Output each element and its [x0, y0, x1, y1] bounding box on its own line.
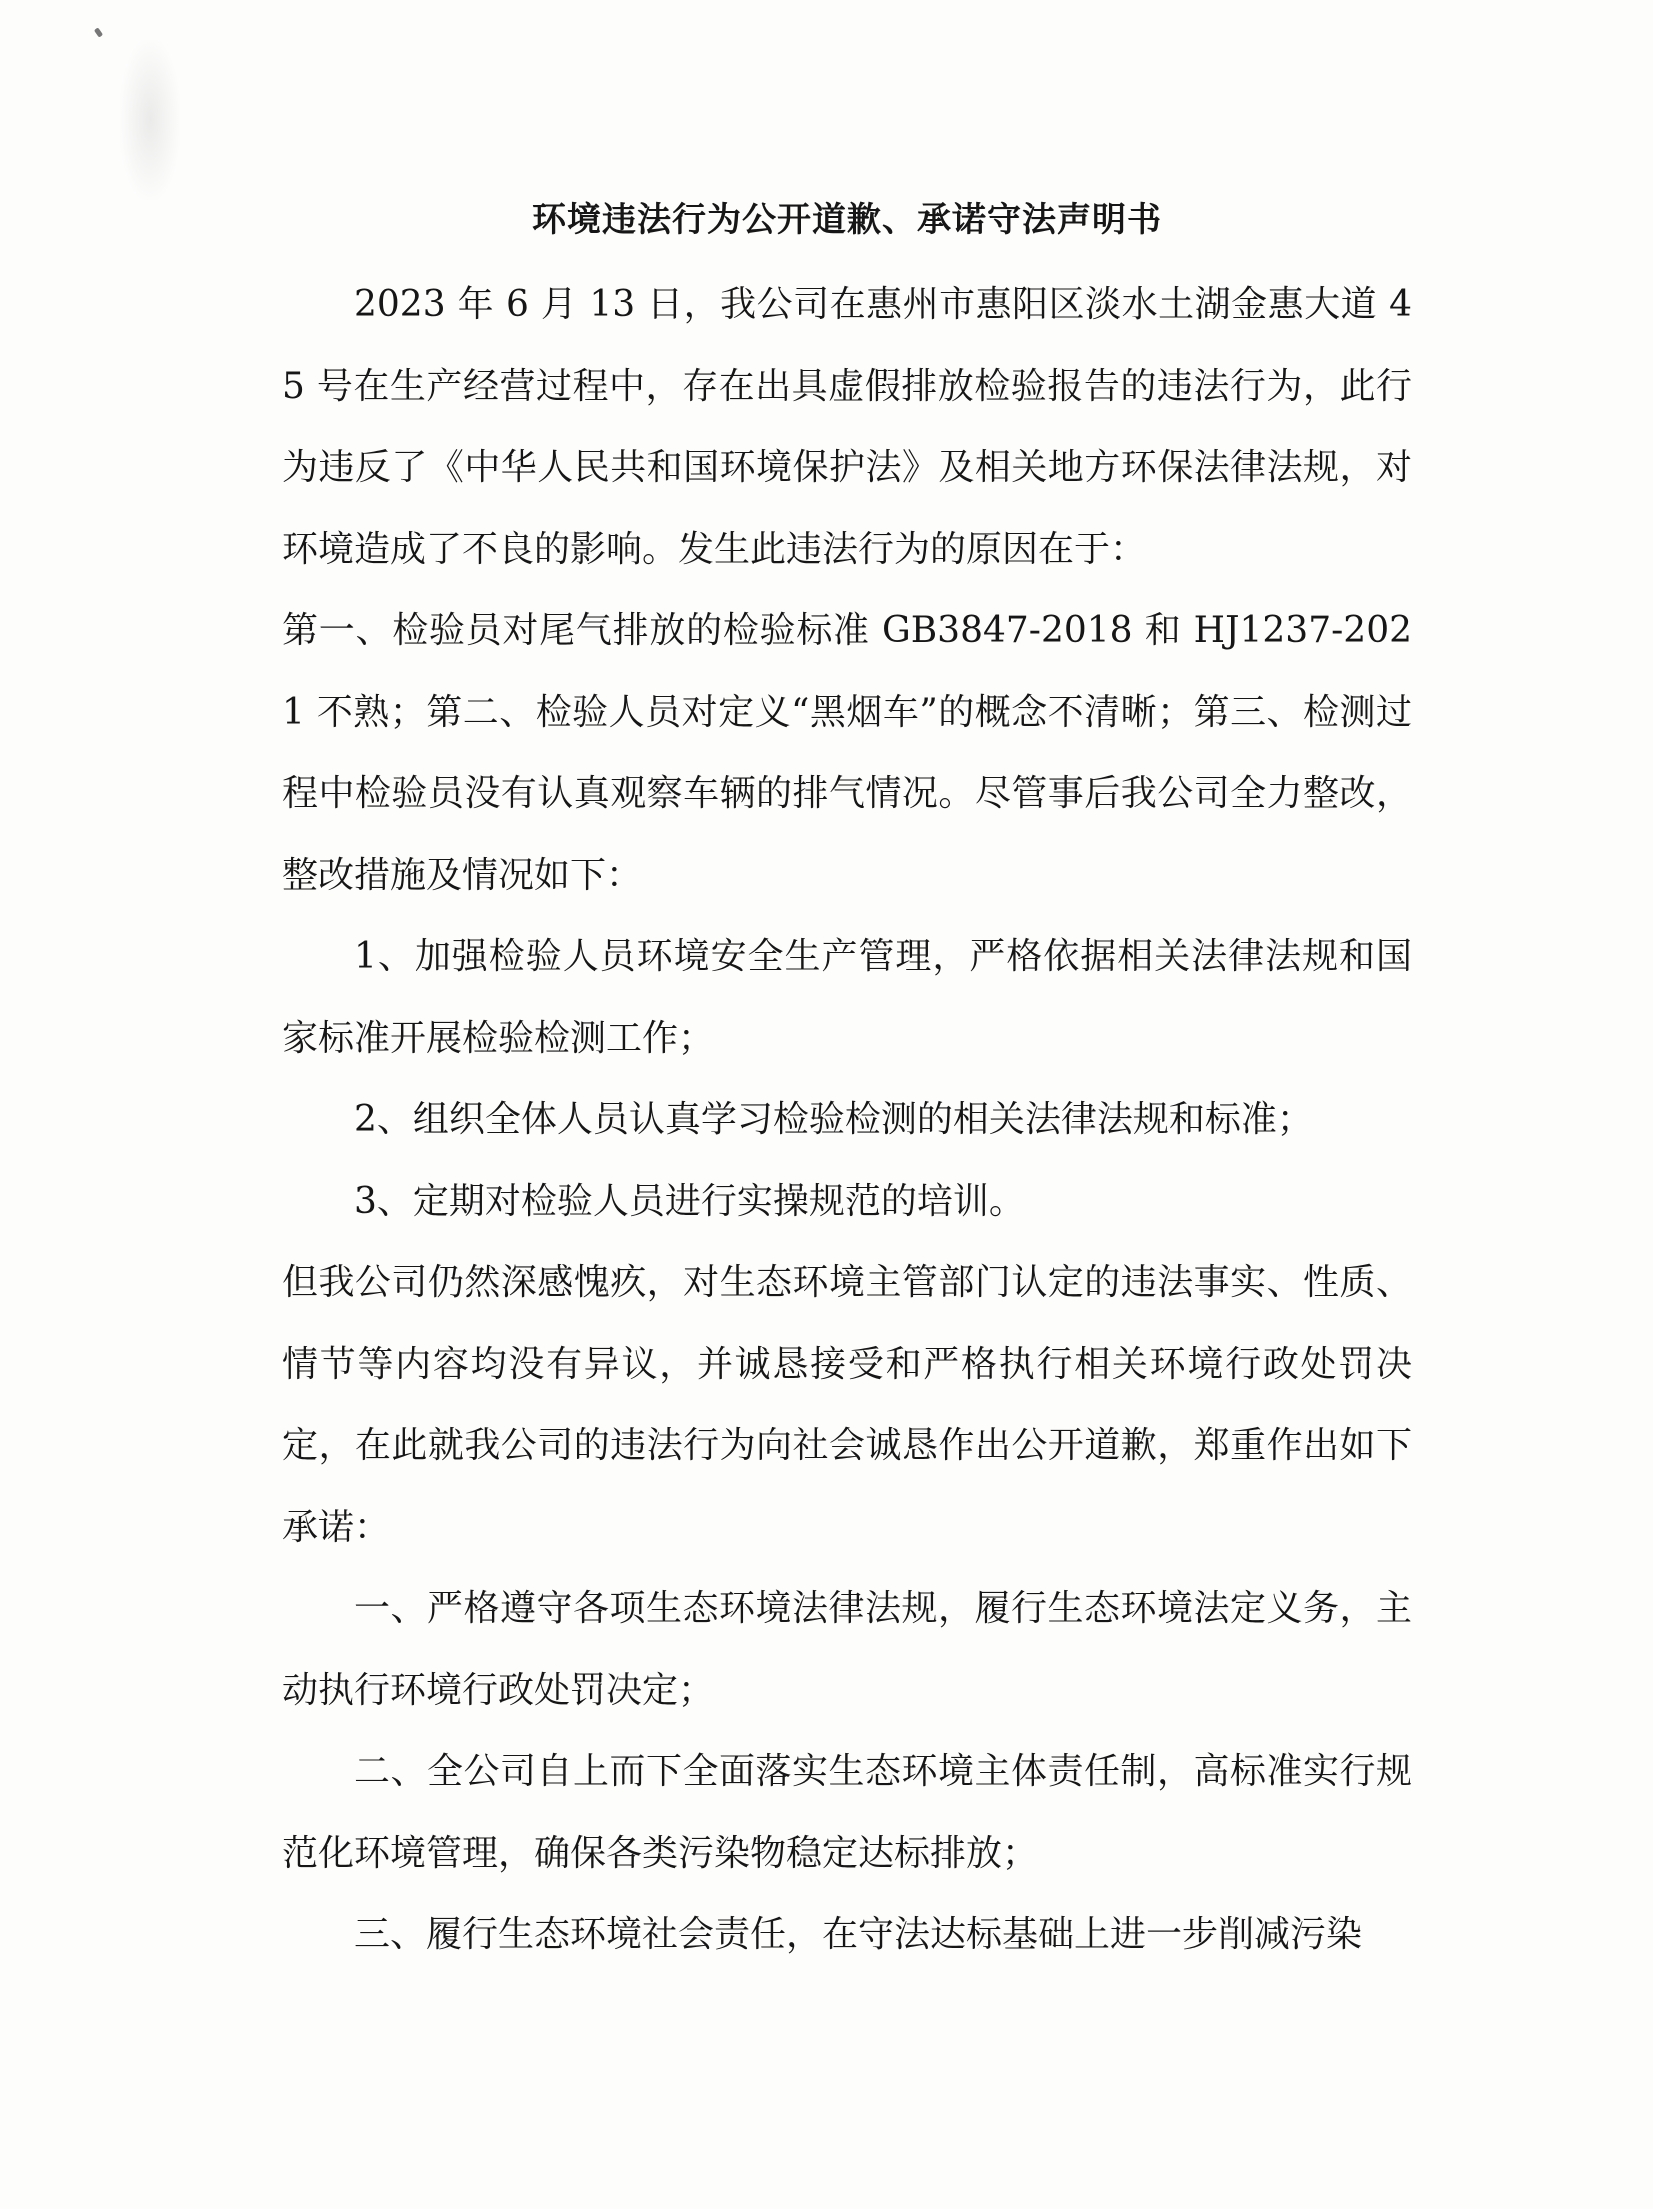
paragraph-violation-description: 2023 年 6 月 13 日，我公司在惠州市惠阳区淡水土湖金惠大道 45 号在生产经营过程中，存在出具虚假排放检验报告的违法行为，此行为违反了《中华人民共和国环境保护法》及相关地方环保法律法规，对环境造成了不良的影响。发生此违法行为的原因在于： — [282, 284, 1412, 570]
list-item-measure-3: 3、定期对检验人员进行实操规范的培训。 — [354, 1180, 1025, 1222]
scan-speck — [94, 27, 103, 37]
list-item-commitment-1: 一、严格遵守各项生态环境法律法规，履行生态环境法定义务，主动执行环境行政处罚决定； — [282, 1588, 1412, 1711]
list-item-commitment-2: 二、全公司自上而下全面落实生态环境主体责任制，高标准实行规范化环境管理，确保各类污染物稳定达标排放； — [282, 1751, 1412, 1874]
scan-smudge — [120, 40, 180, 200]
paragraph-causes: 第一、检验员对尾气排放的检验标准 GB3847-2018 和 HJ1237-2021 不熟；第二、检验人员对定义“黑烟车”的概念不清晰；第三、检测过程中检验员没有认真观察车辆的排气情况。尽管事后我公司全力整改，整改措施及情况如下： — [282, 610, 1412, 896]
document-title: 环境违法行为公开道歉、承诺守法声明书 — [532, 200, 1162, 240]
list-item-measure-2: 2、组织全体人员认真学习检验检测的相关法律法规和标准； — [354, 1099, 1313, 1140]
list-item-measure-1: 1、加强检验人员环境安全生产管理，严格依据相关法律法规和国家标准开展检验检测工作； — [282, 936, 1412, 1059]
list-item-commitment-3: 三、履行生态环境社会责任，在守法达标基础上进一步削减污染 — [354, 1914, 1363, 1955]
paragraph-apology: 但我公司仍然深感愧疚，对生态环境主管部门认定的违法事实、性质、情节等内容均没有异议，并诚恳接受和严格执行相关环境行政处罚决定，在此就我公司的违法行为向社会诚恳作出公开道歉，郑重作出如下承诺： — [282, 1262, 1412, 1548]
statement-document — [282, 190, 1412, 1976]
